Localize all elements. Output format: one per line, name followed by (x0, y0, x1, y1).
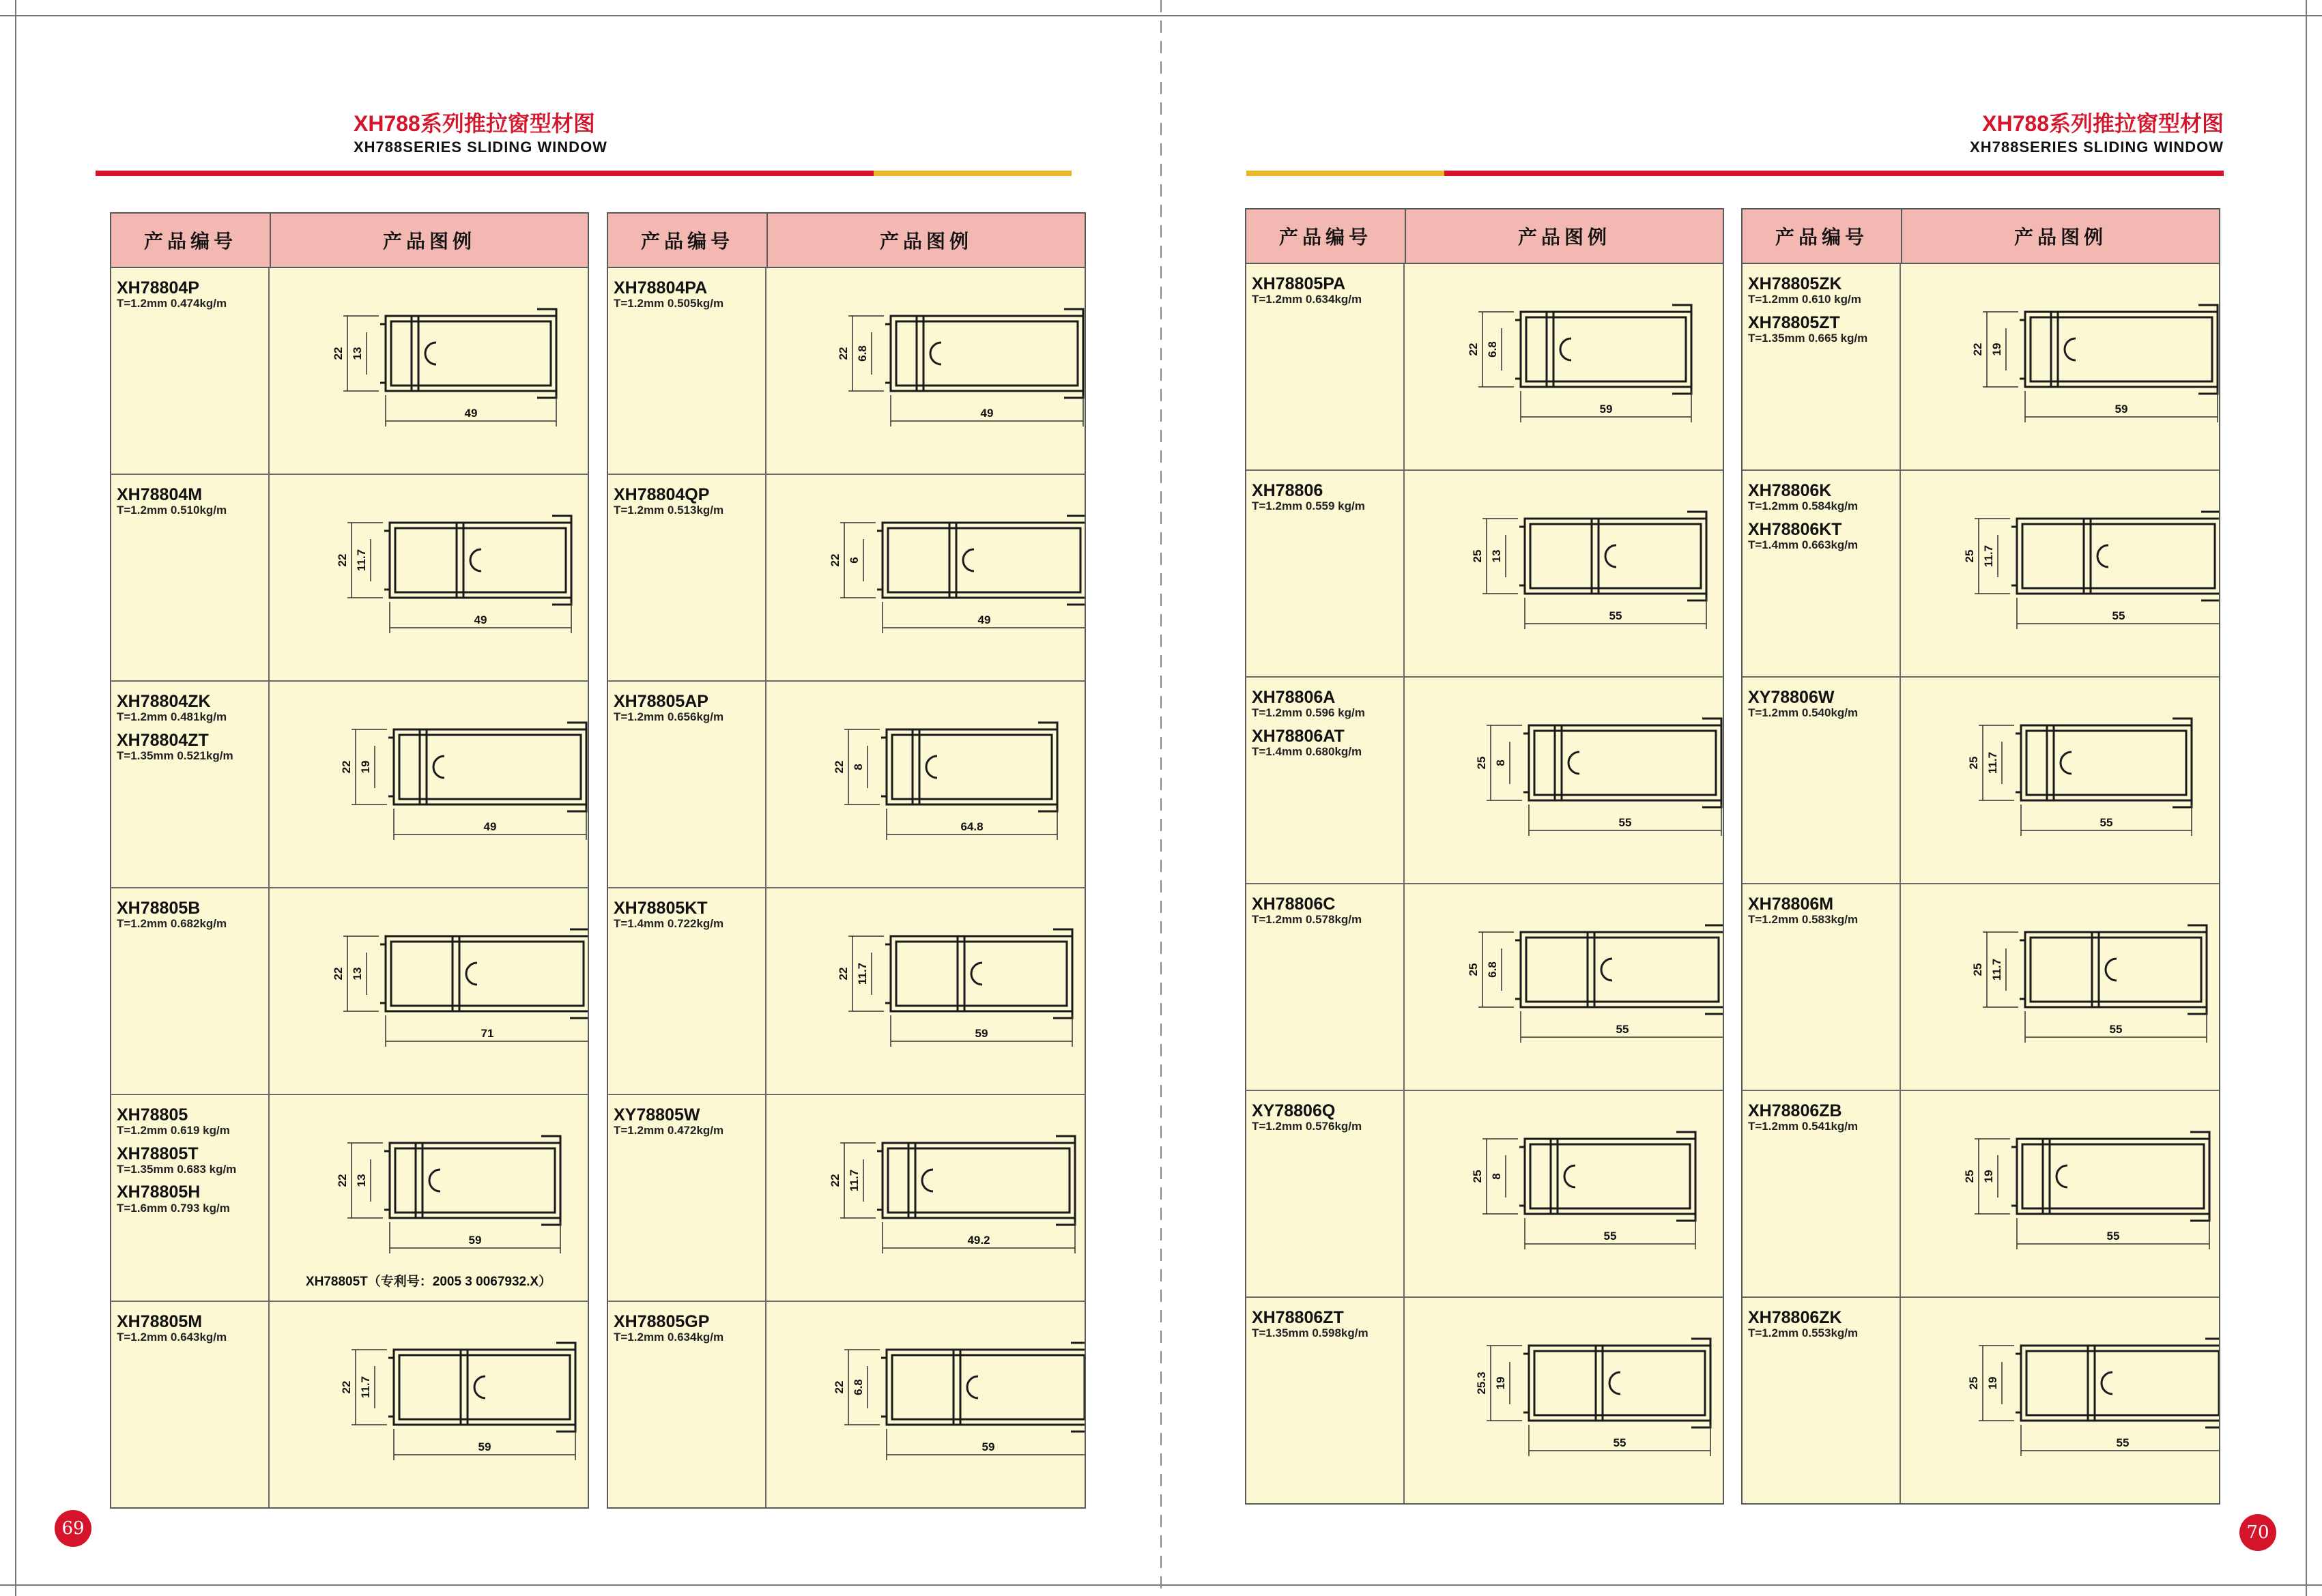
width-dimension: 55 (2099, 816, 2113, 829)
inner-height-dimension: 11.7 (1986, 751, 1999, 774)
product-code: XH78806ZT (1252, 1308, 1344, 1327)
product-code-cell (1743, 264, 1901, 469)
column-header-product-image: 产品图例 (879, 231, 973, 252)
product-spec: T=1.2mm 0.559 kg/m (1252, 499, 1365, 513)
inner-height-dimension: 19 (1990, 343, 2003, 356)
product-image-cell (766, 1302, 1085, 1507)
product-code: XH78804ZT (117, 730, 209, 750)
width-dimension: 55 (2106, 1230, 2120, 1243)
product-image-cell (270, 268, 588, 474)
page-number-badge: 69 (55, 1510, 91, 1547)
width-dimension: 55 (1618, 816, 1632, 829)
product-image-cell (270, 888, 588, 1094)
product-image-cell (1901, 471, 2219, 676)
profile-svg (270, 475, 588, 680)
product-spec: T=1.4mm 0.722kg/m (614, 917, 724, 931)
profile-drawing (1963, 512, 2219, 629)
product-code-cell (608, 1302, 766, 1507)
column-header-product-code: 产品编号 (1246, 209, 1406, 263)
product-code: XH78805KT (614, 899, 708, 918)
height-dimension: 25 (1971, 963, 1984, 976)
width-dimension: 55 (1603, 1230, 1617, 1243)
profile-svg (270, 1095, 588, 1301)
inner-height-dimension: 11.7 (359, 1376, 372, 1399)
height-dimension: 25 (1471, 1170, 1484, 1183)
inner-height-dimension: 11.7 (848, 1169, 861, 1192)
inner-height-dimension: 11.7 (1982, 545, 1995, 568)
profile-svg (1901, 1091, 2219, 1296)
product-code: XY78806W (1748, 688, 1835, 707)
column-header-product-image: 产品图例 (2013, 227, 2107, 248)
width-dimension: 49 (977, 613, 991, 626)
trim-mark (2306, 0, 2307, 1596)
product-code-cell (1246, 264, 1405, 469)
inner-height-dimension: 11.7 (856, 962, 869, 985)
column-header-product-image: 产品图例 (382, 231, 476, 252)
profile-svg (1901, 264, 2219, 469)
product-code: XY78806Q (1252, 1101, 1336, 1120)
product-image-cell (1901, 264, 2219, 469)
product-image-cell (1901, 678, 2219, 883)
header-rule-yellow (1246, 171, 1444, 176)
profile-drawing (1971, 305, 2218, 422)
height-dimension: 22 (336, 1174, 349, 1187)
product-code-cell (1743, 471, 1901, 676)
product-code: XH78806 (1252, 481, 1323, 500)
product-image-cell (1901, 884, 2219, 1090)
product-code-cell (608, 268, 766, 474)
product-image-cell (270, 1302, 588, 1507)
height-dimension: 22 (340, 760, 353, 774)
product-spec: T=1.2mm 0.510kg/m (117, 504, 227, 517)
page-title: XH788系列推拉窗型材图 (354, 111, 595, 136)
inner-height-dimension: 19 (359, 760, 372, 774)
inner-height-dimension: 13 (351, 347, 364, 360)
product-code-cell (608, 682, 766, 887)
height-dimension: 25 (1471, 549, 1484, 563)
product-spec: T=1.2mm 0.619 kg/m (117, 1124, 230, 1137)
profile-svg (270, 682, 588, 887)
width-dimension: 59 (1599, 403, 1613, 416)
width-dimension: 49.2 (967, 1234, 990, 1247)
profile-svg (1405, 471, 1723, 676)
width-dimension: 49 (483, 820, 497, 833)
product-spec: T=1.2mm 0.682kg/m (117, 917, 227, 931)
width-dimension: 49 (474, 613, 487, 626)
page-subtitle: XH788SERIES SLIDING WINDOW (1970, 139, 2224, 156)
product-spec: T=1.35mm 0.683 kg/m (117, 1162, 237, 1176)
table-row (111, 682, 588, 888)
width-dimension: 49 (464, 407, 478, 420)
height-dimension: 22 (332, 347, 345, 360)
width-dimension: 59 (975, 1027, 988, 1040)
page-number-badge: 70 (2239, 1514, 2276, 1551)
product-image-cell (270, 475, 588, 680)
left-page-header (354, 113, 988, 156)
height-dimension: 25 (1967, 756, 1980, 770)
profile-svg (270, 268, 588, 474)
profile-drawing (332, 309, 556, 426)
product-spec: T=1.6mm 0.793 kg/m (117, 1201, 230, 1215)
height-dimension: 22 (837, 347, 850, 360)
product-image-cell (1405, 1091, 1723, 1296)
trim-mark (15, 0, 16, 1596)
profile-drawing (336, 1136, 560, 1253)
inner-height-dimension: 19 (1986, 1376, 1999, 1390)
product-code: XY78805W (614, 1105, 700, 1125)
profile-svg (270, 888, 588, 1094)
profile-svg (766, 1095, 1085, 1301)
height-dimension: 22 (336, 553, 349, 567)
product-spec: T=1.35mm 0.521kg/m (117, 749, 233, 762)
profile-table (607, 212, 1086, 1509)
product-image-cell (270, 1095, 588, 1301)
header-rule-red (96, 171, 874, 176)
profile-svg (766, 1302, 1085, 1507)
inner-height-dimension: 6.8 (1486, 961, 1499, 978)
inner-height-dimension: 8 (1494, 759, 1507, 766)
height-dimension: 25 (1967, 1376, 1980, 1390)
product-image-cell (1405, 678, 1723, 883)
table-row (1743, 1298, 2219, 1503)
table-header (608, 214, 1085, 268)
product-code-cell (111, 268, 270, 474)
product-code-cell (111, 1095, 270, 1301)
profile-drawing (340, 1343, 575, 1460)
profile-svg (766, 682, 1085, 887)
inner-height-dimension: 8 (1490, 1173, 1503, 1180)
width-dimension: 55 (1616, 1023, 1629, 1036)
product-spec: T=1.2mm 0.596 kg/m (1252, 706, 1365, 720)
product-spec: T=1.2mm 0.643kg/m (117, 1331, 227, 1344)
column-header-product-image: 产品图例 (1517, 227, 1611, 248)
height-dimension: 25 (1475, 756, 1488, 770)
product-code: XH78806ZB (1748, 1101, 1842, 1120)
table-row (608, 1095, 1085, 1302)
inner-height-dimension: 11.7 (1990, 958, 2003, 981)
product-code: XH78805AP (614, 692, 708, 711)
width-dimension: 49 (980, 407, 994, 420)
product-spec: T=1.2mm 0.540kg/m (1748, 706, 1859, 720)
table-row (1246, 678, 1723, 884)
table-row (1246, 1091, 1723, 1298)
profile-drawing (1967, 1339, 2219, 1456)
inner-height-dimension: 11.7 (355, 549, 368, 572)
product-code-cell (1246, 471, 1405, 676)
height-dimension: 22 (833, 760, 846, 774)
table-header (1246, 209, 1723, 264)
width-dimension: 55 (2112, 609, 2125, 622)
product-image-cell (1901, 1298, 2219, 1503)
inner-height-dimension: 13 (355, 1174, 368, 1187)
product-code-cell (1743, 884, 1901, 1090)
product-spec: T=1.2mm 0.576kg/m (1252, 1120, 1362, 1133)
product-code: XH78804ZK (117, 692, 211, 711)
height-dimension: 22 (1467, 343, 1480, 356)
profile-drawing (833, 723, 1057, 840)
table-row (608, 888, 1085, 1095)
product-code: XH78805 (117, 1105, 188, 1125)
profile-svg (1405, 264, 1723, 469)
product-code-cell (1246, 1091, 1405, 1296)
profile-drawing (1475, 719, 1721, 836)
table-row (1246, 264, 1723, 471)
table-header (111, 214, 588, 268)
inner-height-dimension: 19 (1494, 1376, 1507, 1390)
height-dimension: 22 (340, 1380, 353, 1394)
product-image-cell (1405, 1298, 1723, 1503)
product-image-cell (1901, 1091, 2219, 1296)
table-row (1743, 471, 2219, 678)
product-code: XH78804P (117, 278, 199, 298)
height-dimension: 25 (1963, 549, 1976, 563)
product-code-cell (608, 888, 766, 1094)
width-dimension: 55 (2109, 1023, 2123, 1036)
profile-drawing (1471, 1132, 1695, 1249)
table-row (1246, 884, 1723, 1091)
right-page-header (1589, 113, 2224, 156)
profile-svg (1405, 1298, 1723, 1503)
profile-svg (1405, 678, 1723, 883)
table-header (1743, 209, 2219, 264)
table-row (1743, 678, 2219, 884)
product-image-cell (766, 268, 1085, 474)
profile-svg (270, 1302, 588, 1507)
profile-drawing (829, 1136, 1075, 1253)
profile-drawing (1967, 719, 2192, 836)
product-code-cell (1743, 1298, 1901, 1503)
product-code: XH78806A (1252, 688, 1336, 707)
profile-table (110, 212, 589, 1509)
profile-drawing (332, 929, 588, 1047)
profile-drawing (833, 1343, 1085, 1460)
height-dimension: 22 (829, 553, 842, 567)
profile-svg (1405, 884, 1723, 1090)
product-code-cell (608, 475, 766, 680)
product-code: XH78805B (117, 899, 201, 918)
product-code: XH78806C (1252, 895, 1336, 914)
table-row (1246, 471, 1723, 678)
product-spec: T=1.4mm 0.680kg/m (1252, 744, 1362, 758)
column-header-product-code: 产品编号 (608, 214, 768, 267)
product-code-cell (111, 475, 270, 680)
product-code-cell (111, 1302, 270, 1507)
inner-height-dimension: 6.8 (856, 345, 869, 362)
product-spec: T=1.35mm 0.598kg/m (1252, 1326, 1368, 1340)
product-code: XH78806ZK (1748, 1308, 1842, 1327)
product-code-cell (1743, 678, 1901, 883)
product-spec: T=1.4mm 0.663kg/m (1748, 538, 1859, 551)
profile-svg (766, 268, 1085, 474)
table-row (608, 1302, 1085, 1507)
product-image-cell (1405, 471, 1723, 676)
product-spec: T=1.35mm 0.665 kg/m (1748, 331, 1868, 345)
product-code: XH78806KT (1748, 519, 1842, 539)
product-image-cell (766, 682, 1085, 887)
product-spec: T=1.2mm 0.472kg/m (614, 1124, 724, 1137)
table-row (608, 268, 1085, 475)
product-code: XH78805PA (1252, 274, 1346, 293)
table-row (111, 1095, 588, 1302)
width-dimension: 59 (2115, 403, 2128, 416)
product-image-cell (1405, 264, 1723, 469)
product-spec: T=1.2mm 0.505kg/m (614, 297, 724, 310)
product-spec: T=1.2mm 0.474kg/m (117, 297, 227, 310)
product-image-cell (1405, 884, 1723, 1090)
profile-drawing (1467, 305, 1691, 422)
product-image-cell (766, 888, 1085, 1094)
product-code: XH78805M (117, 1312, 203, 1331)
width-dimension: 55 (2116, 1436, 2130, 1449)
patent-note: XH78805T（专利号：2005 3 0067932.X） (305, 1275, 552, 1289)
profile-drawing (1467, 925, 1723, 1043)
inner-height-dimension: 6.8 (852, 1379, 865, 1395)
table-row (111, 1302, 588, 1507)
profile-drawing (1475, 1339, 1710, 1456)
height-dimension: 25 (1467, 963, 1480, 976)
width-dimension: 55 (1613, 1436, 1626, 1449)
profile-svg (766, 888, 1085, 1094)
column-header-product-code: 产品编号 (1743, 209, 1902, 263)
spread-divider (1160, 0, 1162, 1596)
product-code: XH78805ZT (1748, 313, 1840, 332)
page-subtitle: XH788SERIES SLIDING WINDOW (354, 139, 607, 156)
product-code-cell (1743, 1091, 1901, 1296)
product-spec: T=1.2mm 0.610 kg/m (1748, 293, 1861, 306)
profile-drawing (1963, 1132, 2209, 1249)
width-dimension: 71 (481, 1027, 494, 1040)
product-spec: T=1.2mm 0.583kg/m (1748, 913, 1859, 927)
column-header-product-code: 产品编号 (111, 214, 271, 267)
product-spec: T=1.2mm 0.634kg/m (614, 1331, 724, 1344)
product-code: XH78806K (1748, 481, 1832, 500)
inner-height-dimension: 6.8 (1486, 341, 1499, 358)
width-dimension: 64.8 (960, 820, 984, 833)
profile-drawing (336, 516, 571, 633)
table-row (111, 475, 588, 682)
table-row (1743, 264, 2219, 471)
profile-svg (766, 475, 1085, 680)
height-dimension: 22 (1971, 343, 1984, 356)
inner-height-dimension: 8 (852, 764, 865, 770)
product-code: XH78805ZK (1748, 274, 1842, 293)
profile-table (1741, 208, 2220, 1505)
product-spec: T=1.2mm 0.481kg/m (117, 710, 227, 724)
product-code: XH78806M (1748, 895, 1834, 914)
product-code: XH78805GP (614, 1312, 710, 1331)
product-code-cell (1246, 884, 1405, 1090)
product-spec: T=1.2mm 0.541kg/m (1748, 1120, 1859, 1133)
profile-table (1245, 208, 1724, 1505)
profile-svg (1405, 1091, 1723, 1296)
product-code: XH78805H (117, 1183, 201, 1202)
product-spec: T=1.2mm 0.513kg/m (614, 504, 724, 517)
width-dimension: 59 (478, 1440, 491, 1453)
product-code: XH78805T (117, 1144, 199, 1163)
profile-svg (1901, 884, 2219, 1090)
table-row (1743, 1091, 2219, 1298)
product-code: XH78804M (117, 485, 203, 504)
table-row (111, 888, 588, 1095)
width-dimension: 55 (1609, 609, 1622, 622)
profile-drawing (340, 723, 586, 840)
table-row (111, 268, 588, 475)
product-code: XH78806AT (1252, 726, 1345, 746)
product-image-cell (270, 682, 588, 887)
inner-height-dimension: 13 (351, 967, 364, 981)
width-dimension: 59 (981, 1440, 995, 1453)
width-dimension: 59 (468, 1234, 482, 1247)
page-title: XH788系列推拉窗型材图 (1982, 111, 2224, 136)
profile-drawing (837, 929, 1072, 1047)
table-row (608, 475, 1085, 682)
table-row (1246, 1298, 1723, 1503)
product-spec: T=1.2mm 0.578kg/m (1252, 913, 1362, 927)
profile-drawing (1971, 925, 2207, 1043)
product-code-cell (1246, 1298, 1405, 1503)
height-dimension: 22 (332, 967, 345, 981)
inner-height-dimension: 13 (1490, 549, 1503, 563)
inner-height-dimension: 6 (848, 557, 861, 564)
profile-svg (1901, 471, 2219, 676)
height-dimension: 25 (1963, 1170, 1976, 1183)
height-dimension: 22 (833, 1380, 846, 1394)
profile-drawing (1471, 512, 1706, 629)
table-row (1743, 884, 2219, 1091)
product-image-cell (766, 475, 1085, 680)
product-code-cell (111, 682, 270, 887)
product-spec: T=1.2mm 0.656kg/m (614, 710, 724, 724)
product-image-cell (766, 1095, 1085, 1301)
profile-svg (1901, 1298, 2219, 1503)
profile-svg (1901, 678, 2219, 883)
product-code-cell (608, 1095, 766, 1301)
product-code: XH78804PA (614, 278, 708, 298)
product-spec: T=1.2mm 0.553kg/m (1748, 1326, 1859, 1340)
header-rule-red (1444, 171, 2224, 176)
height-dimension: 22 (829, 1174, 842, 1187)
height-dimension: 25.3 (1475, 1372, 1488, 1395)
product-code-cell (111, 888, 270, 1094)
product-code: XH78804QP (614, 485, 710, 504)
table-row (608, 682, 1085, 888)
product-spec: T=1.2mm 0.634kg/m (1252, 293, 1362, 306)
profile-drawing (837, 309, 1083, 426)
height-dimension: 22 (837, 967, 850, 981)
product-spec: T=1.2mm 0.584kg/m (1748, 499, 1859, 513)
inner-height-dimension: 19 (1982, 1170, 1995, 1183)
product-code-cell (1246, 678, 1405, 883)
profile-drawing (829, 516, 1085, 633)
header-rule-yellow (874, 171, 1072, 176)
